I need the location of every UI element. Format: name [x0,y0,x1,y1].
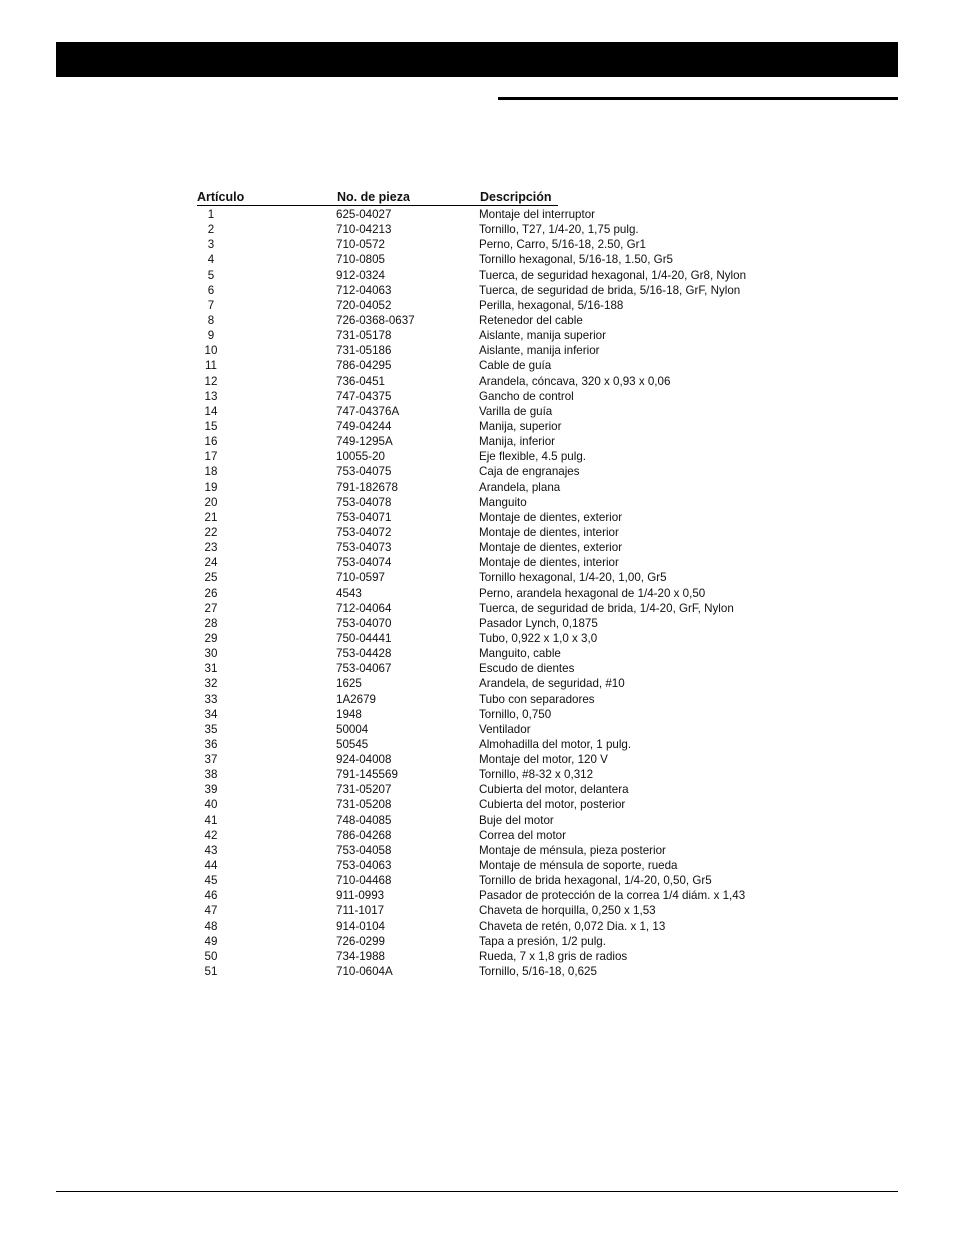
table-row [197,676,797,691]
row-part-number: 710-04213 [336,223,392,237]
row-description: Tornillo hexagonal, 5/16-18, 1.50, Gr5 [479,253,673,267]
row-description: Almohadilla del motor, 1 pulg. [479,737,632,751]
row-description: Caja de engranajes [479,465,580,479]
row-description: Tapa a presión, 1/2 pulg. [479,934,606,948]
row-part-number: 712-04063 [336,283,392,297]
row-part-number: 753-04063 [336,859,392,873]
row-item: 26 [204,586,218,600]
table-row [197,283,797,298]
row-part-number: 753-04058 [336,843,392,857]
row-part-number: 1A2679 [336,692,376,706]
row-part-number: 1625 [336,677,362,691]
row-description: Perno, Carro, 5/16-18, 2.50, Gr1 [479,238,646,252]
row-item: 39 [204,783,218,797]
row-item: 13 [204,389,218,403]
table-header [197,190,797,205]
row-item: 46 [204,889,218,903]
row-item: 5 [207,268,215,282]
row-description: Tornillo, T27, 1/4-20, 1,75 pulg. [479,223,639,237]
row-item: 15 [204,419,218,433]
row-description: Ventilador [479,722,531,736]
row-description: Tornillo de brida hexagonal, 1/4-20, 0,50, Gr5 [479,874,712,888]
row-item: 29 [204,631,218,645]
row-part-number: 749-1295A [336,435,393,449]
table-row [197,343,797,358]
table-row [197,328,797,343]
table-row [197,449,797,464]
header-part-number: No. de pieza [337,190,480,206]
row-part-number: 50004 [336,722,369,736]
row-part-number: 753-04078 [336,495,392,509]
row-item: 12 [204,374,218,388]
row-description: Chaveta de horquilla, 0,250 x 1,53 [479,904,656,918]
row-description: Tornillo hexagonal, 1/4-20, 1,00, Gr5 [479,571,667,585]
row-description: Arandela, de seguridad, #10 [479,677,625,691]
row-part-number: 734-1988 [336,949,385,963]
row-item: 34 [204,707,218,721]
row-description: Manguito, cable [479,647,561,661]
table-row [197,570,797,585]
row-description: Tornillo, 5/16-18, 0,625 [479,965,597,979]
table-row [197,903,797,918]
row-description: Retenedor del cable [479,313,583,327]
table-row [197,480,797,495]
row-part-number: 753-04073 [336,541,392,555]
row-description: Perno, arandela hexagonal de 1/4-20 x 0,50 [479,586,706,600]
row-item: 9 [207,329,215,343]
row-part-number: 753-04067 [336,662,392,676]
row-item: 24 [204,556,218,570]
table-row [197,828,797,843]
row-part-number: 753-04074 [336,556,392,570]
table-row [197,601,797,616]
table-row [197,555,797,570]
table-row [197,358,797,373]
row-part-number: 747-04375 [336,389,392,403]
row-item: 6 [207,283,215,297]
row-item: 38 [204,768,218,782]
row-description: Aislante, manija superior [479,329,606,343]
row-part-number: 753-04075 [336,465,392,479]
row-description: Buje del motor [479,813,554,827]
row-description: Cable de guía [479,359,552,373]
row-part-number: 4543 [336,586,362,600]
table-row [197,207,797,222]
row-part-number: 720-04052 [336,298,392,312]
footer-rule [56,1191,898,1192]
table-row [197,752,797,767]
table-row [197,873,797,888]
row-item: 50 [204,949,218,963]
table-row [197,237,797,252]
row-description: Montaje del interruptor [479,208,595,221]
row-description: Montaje de ménsula de soporte, rueda [479,859,678,873]
row-description: Cubierta del motor, delantera [479,783,629,797]
row-part-number: 710-0805 [336,253,385,267]
header-bar [56,42,898,77]
table-row [197,949,797,964]
section-rule [498,97,898,100]
row-description: Manguito [479,495,527,509]
table-row [197,813,797,828]
row-item: 30 [204,647,218,661]
row-description: Perilla, hexagonal, 5/16-188 [479,298,624,312]
row-item: 45 [204,874,218,888]
table-body [197,207,797,979]
row-description: Montaje de dientes, interior [479,556,619,570]
row-item: 33 [204,692,218,706]
row-item: 25 [204,571,218,585]
table-row [197,631,797,646]
row-description: Manija, superior [479,419,562,433]
row-item: 41 [204,813,218,827]
table-row [197,313,797,328]
table-row [197,767,797,782]
table-row [197,707,797,722]
row-description: Gancho de control [479,389,574,403]
row-description: Pasador de protección de la correa 1/4 diám. x 1,43 [479,889,746,903]
row-part-number: 753-04428 [336,647,392,661]
row-part-number: 747-04376A [336,404,400,418]
row-part-number: 753-04072 [336,525,392,539]
table-row [197,858,797,873]
row-description: Montaje de ménsula, pieza posterior [479,843,666,857]
row-description: Arandela, plana [479,480,561,494]
row-item: 32 [204,677,218,691]
row-part-number: 753-04070 [336,616,392,630]
row-item: 51 [204,965,218,979]
row-part-number: 786-04295 [336,359,392,373]
row-part-number: 731-05186 [336,344,392,358]
row-description: Tornillo, #8-32 x 0,312 [479,768,594,782]
row-part-number: 712-04064 [336,601,392,615]
row-item: 37 [204,753,218,767]
row-description: Tornillo, 0,750 [479,707,552,721]
row-description: Aislante, manija inferior [479,344,600,358]
table-row [197,252,797,267]
row-part-number: 710-0597 [336,571,385,585]
table-row [197,737,797,752]
row-item: 44 [204,859,218,873]
row-part-number: 710-04468 [336,874,392,888]
parts-table [197,190,797,979]
row-item: 8 [207,313,215,327]
row-description: Tuerca, de seguridad hexagonal, 1/4-20, Gr8, Nylon [479,268,747,282]
table-row [197,797,797,812]
row-item: 7 [207,298,215,312]
row-part-number: 50545 [336,737,369,751]
row-description: Escudo de dientes [479,662,575,676]
row-item: 18 [204,465,218,479]
table-row [197,419,797,434]
row-part-number: 726-0368-0637 [336,313,415,327]
table-row [197,722,797,737]
row-part-number: 791-145569 [336,768,398,782]
row-part-number: 731-05207 [336,783,392,797]
row-item: 47 [204,904,218,918]
table-row [197,934,797,949]
row-item: 27 [204,601,218,615]
row-description: Arandela, cóncava, 320 x 0,93 x 0,06 [479,374,671,388]
row-item: 16 [204,435,218,449]
row-item: 11 [204,359,218,373]
row-item: 1 [207,208,215,221]
row-item: 42 [204,828,218,842]
row-part-number: 912-0324 [336,268,385,282]
table-row [197,540,797,555]
header-description: Descripción [480,190,558,206]
table-row [197,525,797,540]
row-item: 2 [207,223,215,237]
row-item: 23 [204,541,218,555]
row-item: 48 [204,919,218,933]
row-part-number: 753-04071 [336,510,392,524]
table-row [197,964,797,979]
table-row [197,268,797,283]
table-row [197,692,797,707]
row-item: 40 [204,798,218,812]
row-description: Chaveta de retén, 0,072 Dia. x 1, 13 [479,919,666,933]
table-row [197,434,797,449]
row-description: Pasador Lynch, 0,1875 [479,616,598,630]
row-part-number: 924-04008 [336,753,392,767]
row-description: Tuerca, de seguridad de brida, 5/16-18, GrF, Nylon [479,283,741,297]
row-part-number: 911-0993 [336,889,385,903]
header-item: Artículo [197,190,337,206]
table-row [197,389,797,404]
row-item: 22 [204,525,218,539]
row-item: 28 [204,616,218,630]
row-item: 31 [204,662,218,676]
row-part-number: 731-05208 [336,798,392,812]
row-item: 3 [207,238,215,252]
row-item: 10 [204,344,218,358]
table-row [197,782,797,797]
row-description: Manija, inferior [479,435,556,449]
table-row [197,464,797,479]
table-row [197,888,797,903]
table-row [197,661,797,676]
row-item: 21 [204,510,218,524]
row-item: 36 [204,737,218,751]
row-part-number: 625-04027 [336,208,392,221]
table-row [197,616,797,631]
table-row [197,843,797,858]
table-row [197,222,797,237]
row-part-number: 750-04441 [336,631,392,645]
row-description: Montaje de dientes, interior [479,525,619,539]
row-item: 35 [204,722,218,736]
row-description: Montaje de dientes, exterior [479,541,623,555]
row-description: Montaje de dientes, exterior [479,510,623,524]
table-row [197,586,797,601]
row-part-number: 748-04085 [336,813,392,827]
row-part-number: 710-0572 [336,238,385,252]
row-item: 43 [204,843,218,857]
row-part-number: 731-05178 [336,329,392,343]
row-part-number: 786-04268 [336,828,392,842]
row-part-number: 749-04244 [336,419,392,433]
row-part-number: 726-0299 [336,934,385,948]
row-part-number: 711-1017 [336,904,385,918]
row-description: Rueda, 7 x 1,8 gris de radios [479,949,628,963]
row-item: 19 [204,480,218,494]
table-row [197,374,797,389]
row-part-number: 710-0604A [336,965,393,979]
row-part-number: 10055-20 [336,450,385,464]
row-part-number: 914-0104 [336,919,385,933]
row-item: 17 [204,450,218,464]
row-item: 49 [204,934,218,948]
row-part-number: 736-0451 [336,374,385,388]
row-item: 4 [207,253,215,267]
row-part-number: 791-182678 [336,480,398,494]
row-description: Correa del motor [479,828,566,842]
row-description: Montaje del motor, 120 V [479,753,608,767]
row-description: Tubo con separadores [479,692,595,706]
row-description: Eje flexible, 4.5 pulg. [479,450,586,464]
table-row [197,495,797,510]
row-item: 14 [204,404,218,418]
row-item: 20 [204,495,218,509]
table-row [197,510,797,525]
row-description: Cubierta del motor, posterior [479,798,626,812]
table-row [197,298,797,313]
table-row [197,646,797,661]
row-description: Tubo, 0,922 x 1,0 x 3,0 [479,631,598,645]
table-row [197,404,797,419]
row-description: Varilla de guía [479,404,553,418]
table-row [197,919,797,934]
row-description: Tuerca, de seguridad de brida, 1/4-20, GrF, Nylon [479,601,734,615]
row-part-number: 1948 [336,707,362,721]
